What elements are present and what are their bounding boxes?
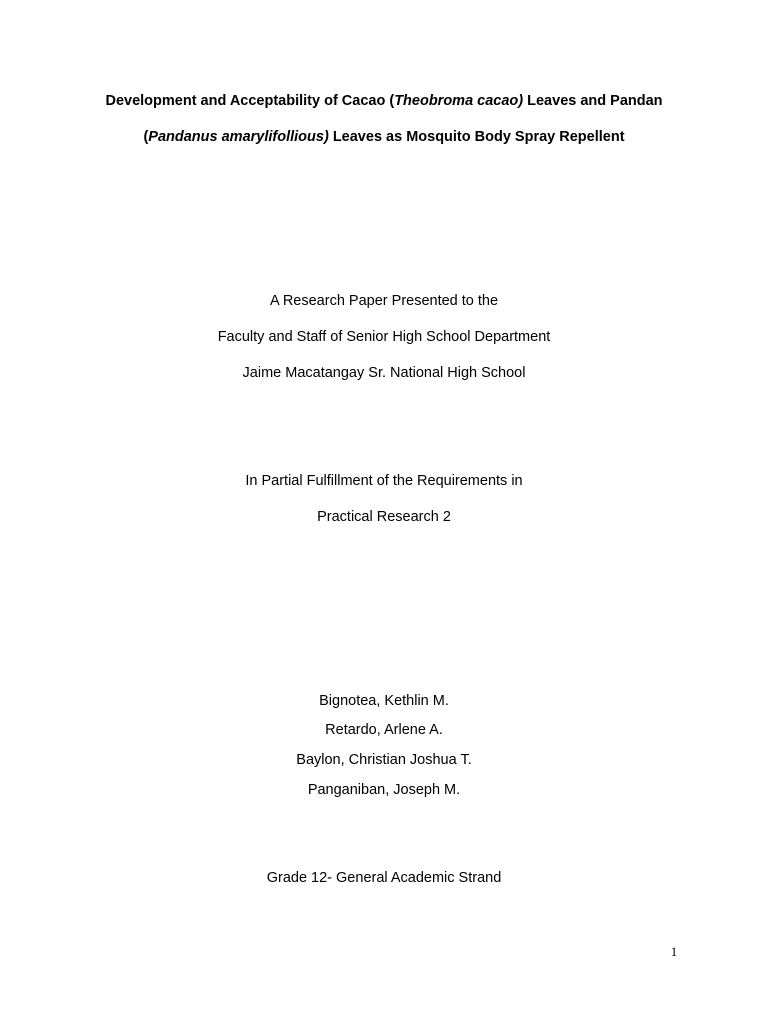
presentation-line-1: A Research Paper Presented to the — [269, 293, 499, 309]
author-4: Panganiban, Joseph M. — [307, 782, 461, 798]
title-line-1-text-a: Development and Acceptability of Cacao ( — [105, 93, 395, 109]
title-line-1-italic-species: Theobroma cacao) — [394, 93, 524, 109]
fulfillment-line-2: Practical Research 2 — [317, 509, 451, 525]
title-line-2-italic-species: Pandanus amarylifollious) — [148, 129, 329, 145]
author-3: Baylon, Christian Joshua T. — [296, 752, 472, 768]
title-line-1-text-b: Leaves and Pandan — [523, 93, 663, 109]
presentation-line-2: Faculty and Staff of Senior High School Department — [217, 329, 551, 345]
strand-line: Grade 12- General Academic Strand — [266, 870, 502, 886]
title-line-1 — [0, 92, 768, 110]
presentation-line-3: Jaime Macatangay Sr. National High School — [242, 365, 526, 381]
fulfillment-line-1: In Partial Fulfillment of the Requirements in — [245, 473, 523, 489]
title-line-2 — [0, 128, 768, 146]
title-line-2-text-a: ( — [143, 129, 149, 145]
author-2: Retardo, Arlene A. — [325, 722, 443, 738]
author-1: Bignotea, Kethlin M. — [319, 693, 449, 709]
title-line-2-text-b: Leaves as Mosquito Body Spray Repellent — [328, 129, 625, 145]
page-number: 1 — [670, 944, 678, 959]
